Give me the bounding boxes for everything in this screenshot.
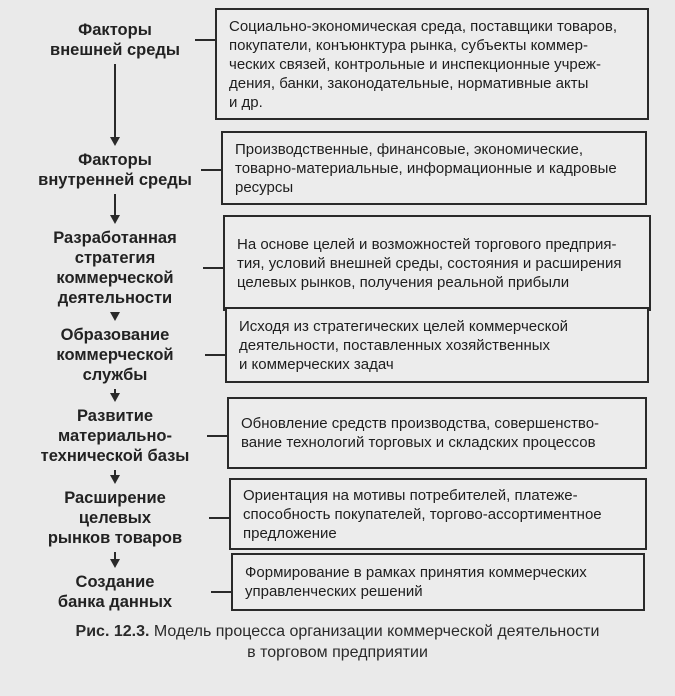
stage-label-external-factors: Факторы внешней среды [50,21,180,59]
stage-label-commercial-service: Образование коммерческой службы [56,326,174,384]
flow-arrow-head [110,312,120,321]
stage-label-internal-factors: Факторы внутренней среды [38,151,192,189]
stage-description-target-markets [229,478,647,550]
stage-description-text: Производственные, финансовые, экономические, товарно-материальные, информационные и кадровые ресурсы [235,140,617,196]
stage-description-database [231,553,645,611]
flow-arrow-head [110,137,120,146]
flow-arrow-head [110,393,120,402]
stage-description-external-factors [215,8,649,120]
flow-arrow-head [110,559,120,568]
stage-label-target-markets: Расширение целевых рынков товаров [47,489,183,547]
stage-description-strategy [223,215,651,311]
stage-description-text: Исходя из стратегических целей коммерческой деятельности, поставленных хозяйственных и коммерческих задач [239,317,569,373]
stage-description-commercial-service [225,307,649,383]
stage-label-database: Создание банка данных [57,573,173,611]
figure-caption-text: Модель процесса организации коммерческой деятельности в торговом предприятии [153,623,600,661]
stage-label-strategy: Разработанная стратегия коммерческой деятельности [53,229,177,307]
stage-description-text: Обновление средств производства, совершенство- вание технологий торговых и складских процессов [241,415,600,451]
flow-arrow-head [110,475,120,484]
stage-description-internal-factors [221,131,647,205]
stage-description-text: Социально-экономическая среда, поставщики товаров, покупатели, конъюнктура рынка, субъекты коммер- ческих связей, контрольные и инспекционные учреж- дения, банки, законодательные, нормативные акты и др. [229,17,618,111]
figure-number: Рис. 12.3. [75,623,150,640]
stage-description-material-base [227,397,647,469]
stage-description-text: На основе целей и возможностей торгового предприя- тия, условий внешней среды, состояния и расширения целевых рынков, получения реальной прибыли [237,235,622,291]
figure-caption [0,621,675,663]
stage-label-material-base: Развитие материально- технической базы [40,407,190,465]
stage-description-text: Формирование в рамках принятия коммерческих управленческих решений [245,564,587,600]
stage-description-text: Ориентация на мотивы потребителей, платеже- способность покупателей, торгово-ассортиментное предложение [243,486,602,542]
flow-arrow-head [110,215,120,224]
